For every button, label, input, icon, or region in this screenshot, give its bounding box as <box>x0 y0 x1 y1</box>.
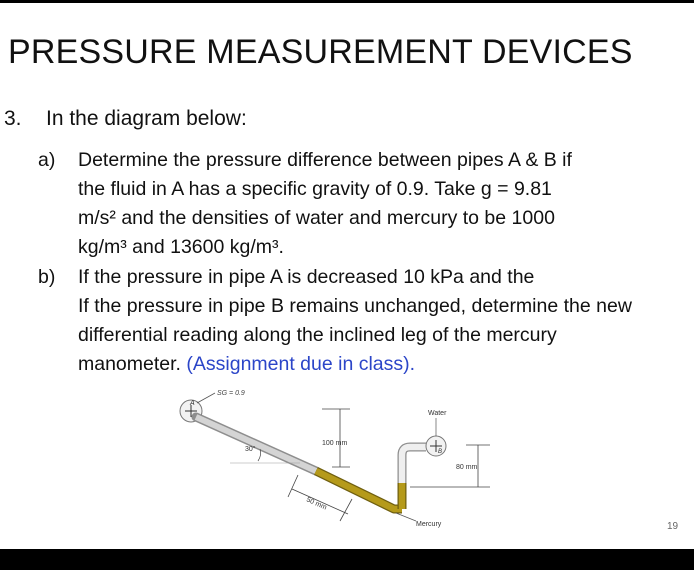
part-a-line-2: the fluid in A has a specific gravity of 0.9. Take g = 9.81 <box>78 178 552 200</box>
mercury-label: Mercury <box>416 521 442 528</box>
part-b-line-4 <box>78 350 678 379</box>
angle-arc <box>258 449 261 461</box>
part-a-line-1: Determine the pressure difference between pipes A & B if <box>78 149 572 171</box>
part-b-line-1: If the pressure in pipe A is decreased 10 kPa and the <box>78 266 535 288</box>
pipe-a-label: A <box>190 400 195 407</box>
water-label: Water <box>428 410 447 417</box>
dim-50-tick-2 <box>340 499 352 521</box>
page-title: PRESSURE MEASUREMENT DEVICES <box>8 33 633 71</box>
question-number: 3. <box>4 107 22 130</box>
dim-100-label: 100 mm <box>322 440 348 447</box>
part-b-text <box>78 263 678 379</box>
part-a-line-3: m/s² and the densities of water and mercury to be 1000 <box>78 207 555 229</box>
mercury-tube-fluid <box>316 471 402 509</box>
mercury-leader <box>396 513 416 521</box>
question-heading <box>4 107 247 131</box>
pipe-b-label: B <box>438 449 443 455</box>
dim-50-label: 50 mm <box>305 496 328 512</box>
angle-label: 30° <box>245 446 256 453</box>
part-a-text <box>78 146 678 262</box>
part-b-line-4-text: manometer. <box>78 353 181 375</box>
part-a-label: a) <box>38 149 56 171</box>
manometer-diagram <box>170 387 510 537</box>
sg-label: SG = 0.9 <box>217 390 245 397</box>
part-b-line-2: If the pressure in pipe B remains unchanged, determine the new <box>78 295 632 317</box>
question-intro: In the diagram below: <box>46 107 247 130</box>
part-a-line-4: kg/m³ and 13600 kg/m³. <box>78 236 284 258</box>
page-number: 19 <box>667 521 679 532</box>
dim-80-label: 80 mm <box>456 464 478 471</box>
dim-50-tick-1 <box>288 475 298 497</box>
assignment-note: (Assignment due in class). <box>186 353 416 375</box>
part-b-line-3: differential reading along the inclined leg of the mercury <box>78 324 557 346</box>
part-b-label: b) <box>38 266 56 288</box>
sg-leader <box>197 393 215 403</box>
slide <box>0 3 694 549</box>
